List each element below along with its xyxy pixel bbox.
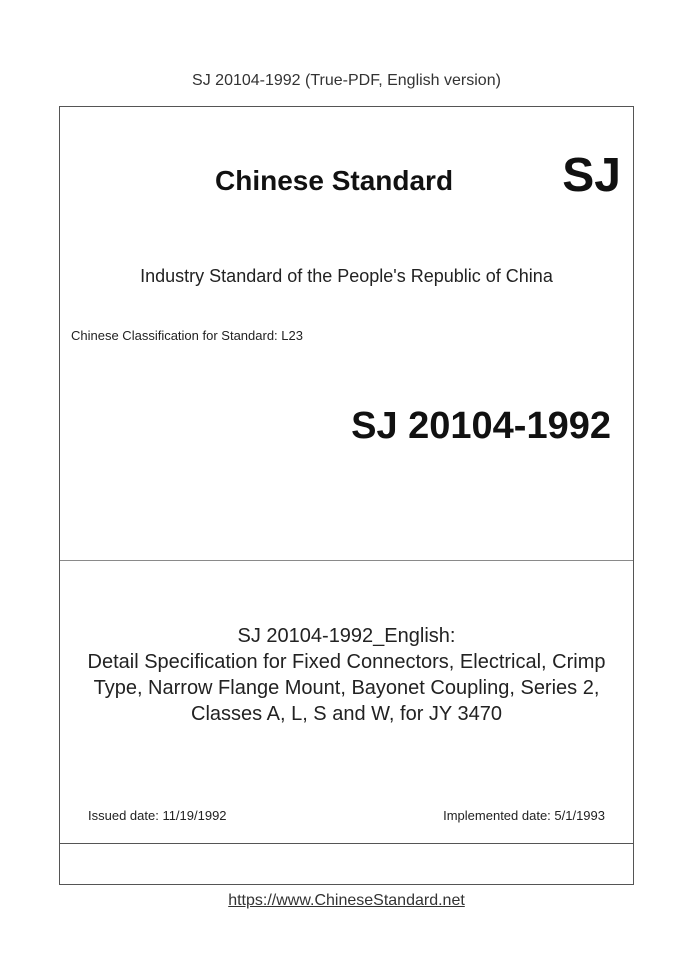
cover-heading: Chinese Standard	[215, 165, 454, 196]
cover-top-section	[60, 107, 633, 561]
standard-number: SJ 20104-1992	[351, 405, 611, 447]
implemented-date: Implemented date: 5/1/1993	[443, 808, 605, 823]
document-header: SJ 20104-1992 (True-PDF, English version)	[192, 72, 501, 89]
document-title	[60, 623, 633, 727]
cover-bottom-section	[60, 561, 633, 844]
document-title-line: Type, Narrow Flange Mount, Bayonet Coupling, Series 2,	[93, 677, 600, 699]
website-link[interactable]: https://www.ChineseStandard.net	[228, 892, 465, 909]
classification-line: Chinese Classification for Standard: L23	[71, 328, 303, 343]
standard-code-logo: SJ	[562, 149, 621, 202]
footer	[0, 892, 693, 910]
issued-date: Issued date: 11/19/1992	[88, 808, 227, 823]
industry-standard-line: Industry Standard of the People's Republic of China	[140, 266, 553, 286]
document-title-line: Classes A, L, S and W, for JY 3470	[191, 703, 502, 725]
document-title-line: SJ 20104-1992_English:	[237, 625, 456, 647]
document-title-line: Detail Specification for Fixed Connectors, Electrical, Crimp	[87, 651, 606, 673]
cover-frame	[59, 106, 634, 885]
